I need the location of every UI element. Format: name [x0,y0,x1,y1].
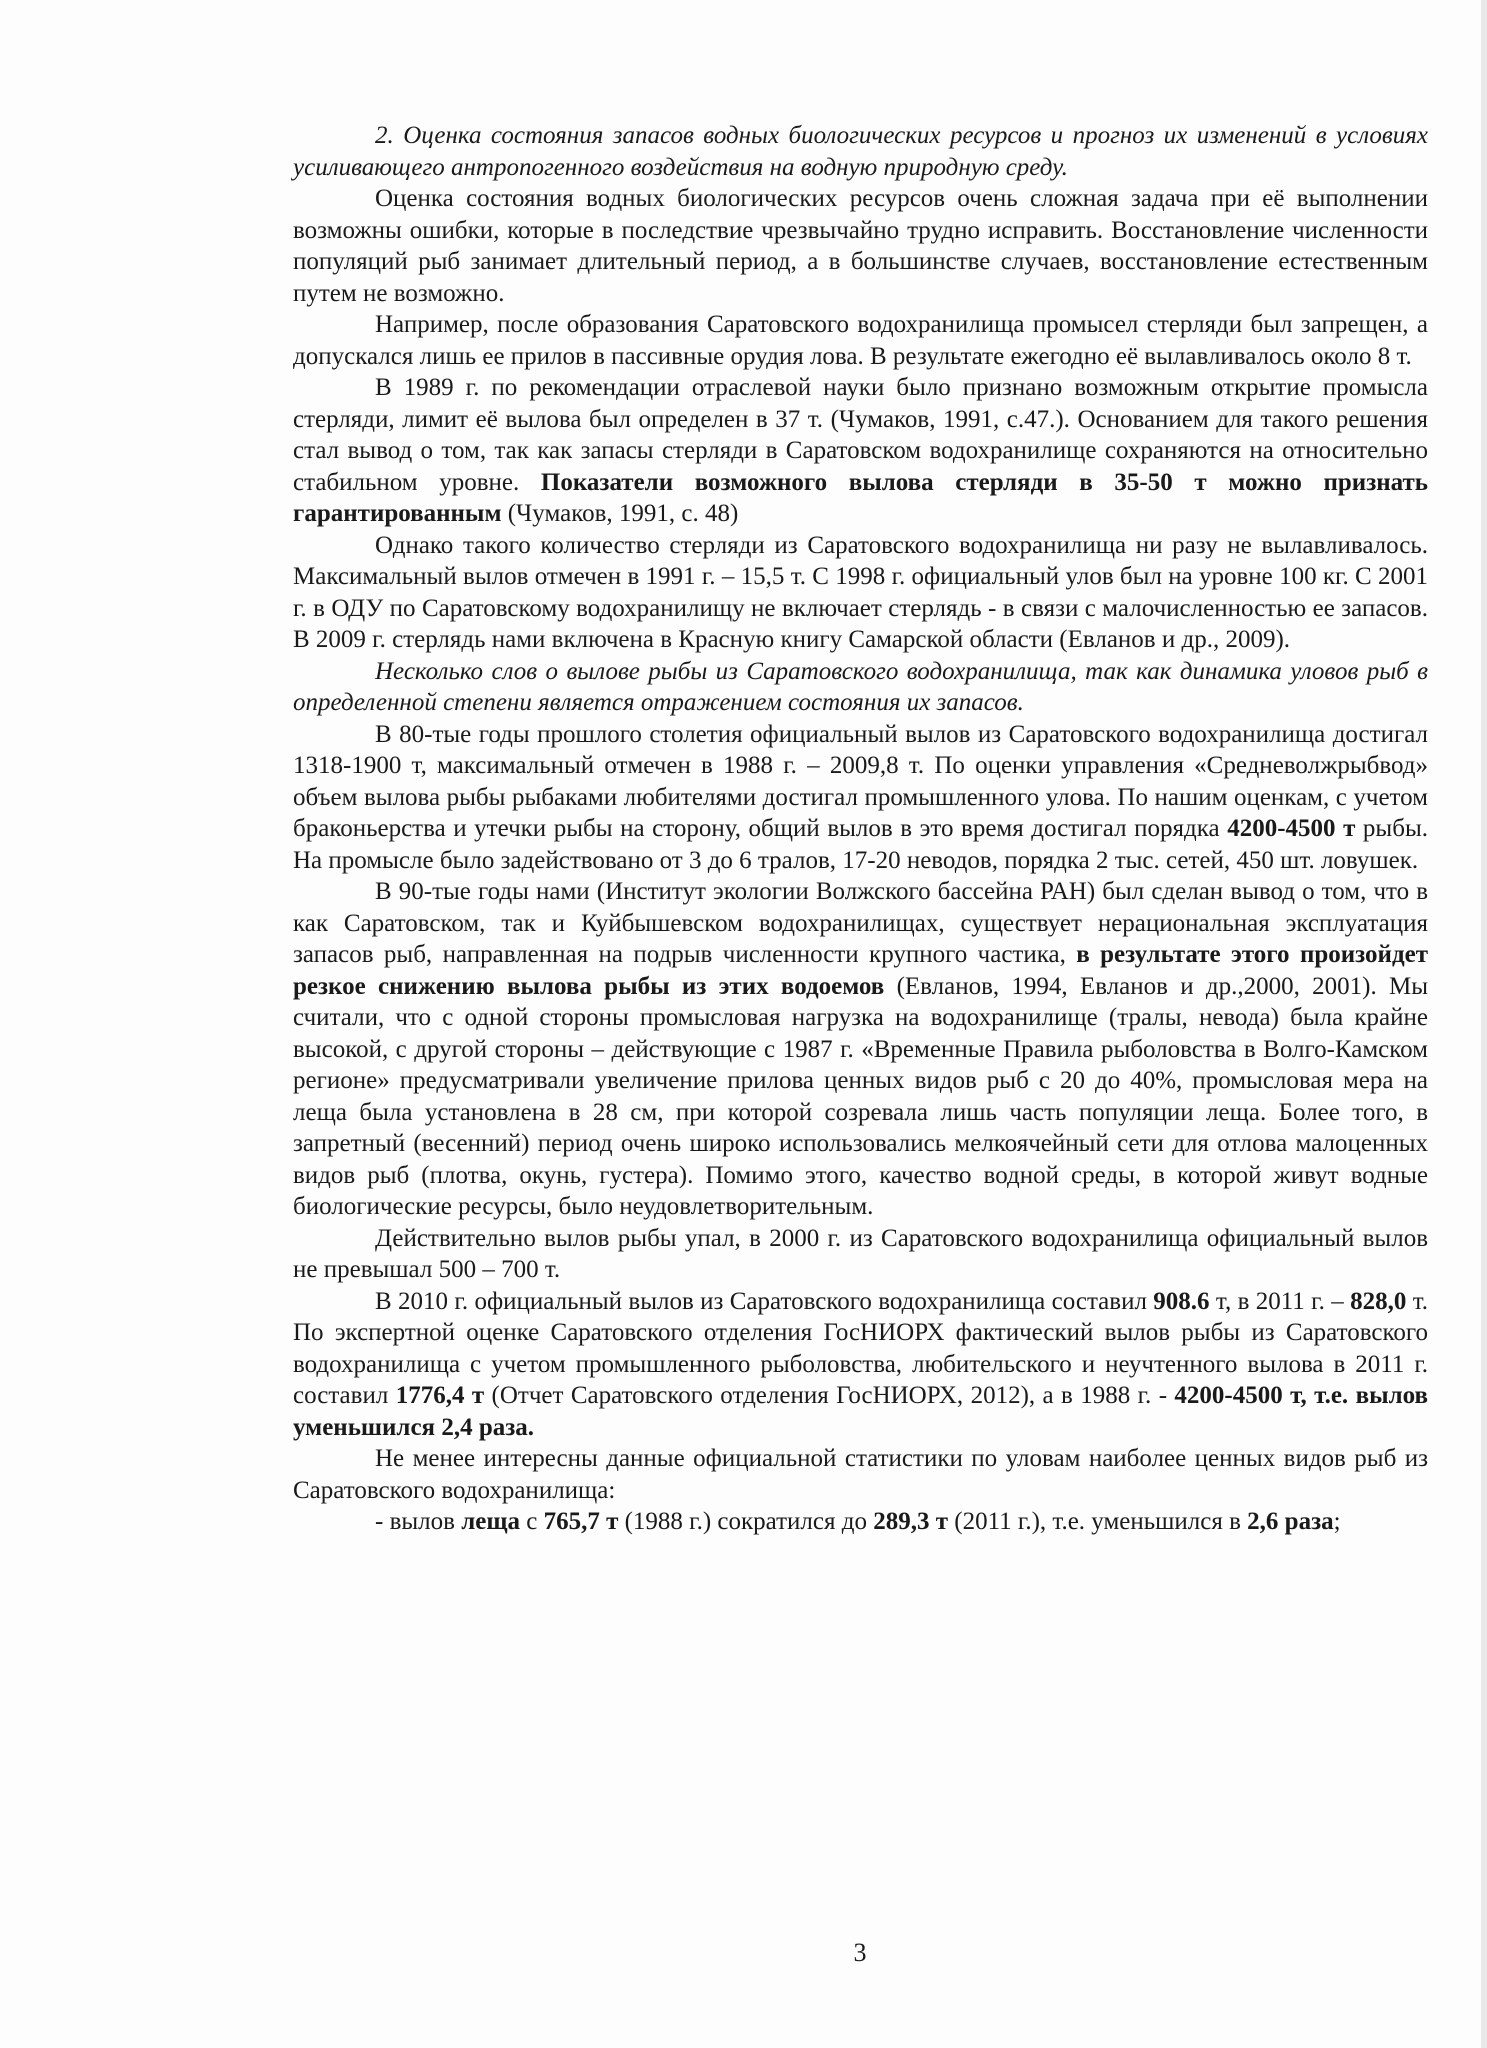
paragraph [293,1506,1428,1538]
text-run: - вылов [375,1508,462,1535]
paragraph [293,309,1428,372]
text-run: В 1989 г. по рекомендации отраслевой науки было признано возможным открытие промысла стерляди, лимит её вылова был определен в 37 т. (Чумаков, 1991, с.47.). Основанием для такого решения стал вывод о том, так как запасы стерляди в Саратовском водохранилище сохраняются на относительно стабильном уровне. [293,374,1428,496]
text-run: рыбы. На промысле было задействовано от 3 до 6 тралов, 17-20 неводов, порядка 2 тыс. сетей, 450 шт. ловушек. [293,815,1428,874]
text-run: т, в 2011 г. – [1209,1287,1351,1315]
bold-text: 2,6 раза [1247,1508,1334,1535]
paragraphs-container [293,183,1428,1538]
text-run: Не менее интересны данные официальной статистики по уловам наиболее ценных видов рыб из Саратовского водохранилища: [293,1445,1428,1504]
text-run: Несколько слов о вылове рыбы из Саратовского водохранилища, так как динамика уловов рыб в определенной степени является отражением состояния их запасов. [293,657,1428,716]
paragraph [293,1443,1428,1506]
page-number: 3 [853,1938,867,1967]
bold-text: Показатели возможного вылова стерляди в 35-50 т можно признать гарантированным [293,468,1428,527]
bold-text: в результате этого произойдет резкое снижению вылова рыбы из этих водоемов [293,941,1428,1000]
bold-text: 765,7 т [543,1508,619,1535]
text-run: Действительно вылов рыбы упал, в 2000 г. из Саратовского водохранилища официальный вылов не превышал 500 – 700 т. [293,1224,1428,1283]
text-run: В 2010 г. официальный вылов из Саратовского водохранилища составил [375,1287,1154,1315]
bold-text: леща [461,1508,520,1535]
text-run: (Евланов, 1994, Евланов и др.,2000, 2001). Мы считали, что с одной стороны промысловая нагрузка на водохранилище (тралы, невода) была крайне высокой, с другой стороны – действующие с 1987 г. «Временные Правила рыболовства в Волго-Камском регионе» предусматривали увеличение прилова ценных видов рыб с 20 до 40%, промысловая мера на леща была установлена в 28 см, при которой созревала лишь часть популяции леща. Более того, в запретный (весенний) период очень широко использовались мелкоячейный сети для отлова малоценных видов рыб (плотва, окунь, густера). Помимо этого, качество водной среды, в которой живут водные биологические ресурсы, было неудовлетворительным. [293,972,1428,1220]
paragraph [293,530,1428,656]
bold-text: 289,3 т [873,1508,948,1535]
paragraph [293,372,1428,530]
text-run: Например, после образования Саратовского водохранилища промысел стерляди был запрещен, а допускался лишь ее прилов в пассивные орудия лова. В результате ежегодно её вылавливалось около 8 т. [293,311,1428,370]
text-run: В 80-тые годы прошлого столетия официальный вылов из Саратовского водохранилища достигал 1318-1900 т, максимальный отмечен в 1988 г. – 2009,8 т. По оценки управления «Средневолжрыбвод» объем вылова рыбы рыбаками любителями достигал промышленного улова. По нашим оценкам, с учетом браконьерства и утечки рыбы на сторону, общий вылов в это время достигал порядка [293,720,1428,842]
bold-text: 4200-4500 т [1227,815,1356,842]
bold-text: 828,0 [1350,1287,1407,1315]
paragraph [293,876,1428,1223]
section-heading: 2. Оценка состояния запасов водных биологических ресурсов и прогноз их изменений в условиях усиливающего антропогенного воздействия на водную природную среду. [293,122,1428,181]
text-run: (Чумаков, 1991, с. 48) [501,500,739,527]
text-run: (2011 г.), т.е. уменьшился в [948,1508,1248,1535]
bold-text: 4200-4500 т, т.е. вылов уменьшился 2,4 раза. [293,1382,1428,1441]
text-run: с [519,1508,544,1535]
scan-edge [1481,0,1487,2048]
text-run: Однако такого количество стерляди из Саратовского водохранилища ни разу не вылавливалось. Максимальный вылов отмечен в 1991 г. – 15,5 т. С 1998 г. официальный улов был на уровне 100 кг. С 2001 г. в ОДУ по Саратовскому водохранилищу не включает стерлядь - в связи с малочисленностью ее запасов. В 2009 г. стерлядь нами включена в Красную книгу Самарской области (Евланов и др., 2009). [293,531,1428,653]
bold-text: 1776,4 т [395,1382,485,1409]
paragraph [293,1286,1428,1444]
paragraph [293,1223,1428,1286]
paragraph [293,656,1428,719]
text-run: ; [1333,1508,1341,1535]
bold-text: 908.6 [1153,1287,1210,1315]
paragraph [293,183,1428,309]
text-run: т. По экспертной оценке Саратовского отделения ГосНИОРХ фактический вылов рыбы из Саратовского водохранилища с учетом промышленного рыболовства, любительского и неучтенного вылова в 2011 г. составил [293,1287,1429,1409]
text-run: Оценка состояния водных биологических ресурсов очень сложная задача при её выполнении возможны ошибки, которые в последствие чрезвычайно трудно исправить. Восстановление численности популяций рыб занимает длительный период, а в большинстве случаев, восстановление естественным путем не возможно. [293,185,1428,307]
text-run: (Отчет Саратовского отделения ГосНИОРХ, 2012), а в 1988 г. - [484,1382,1175,1409]
paragraph [293,719,1428,877]
text-run: (1988 г.) сократился до [618,1508,874,1535]
document-body [293,120,1428,1538]
text-run: В 90-тые годы нами (Институт экологии Волжского бассейна РАН) был сделан вывод о том, что в как Саратовском, так и Куйбышевском водохранилищах, существует нерациональная эксплуатация запасов рыб, направленная на подрыв численности крупного частика, [293,878,1428,968]
